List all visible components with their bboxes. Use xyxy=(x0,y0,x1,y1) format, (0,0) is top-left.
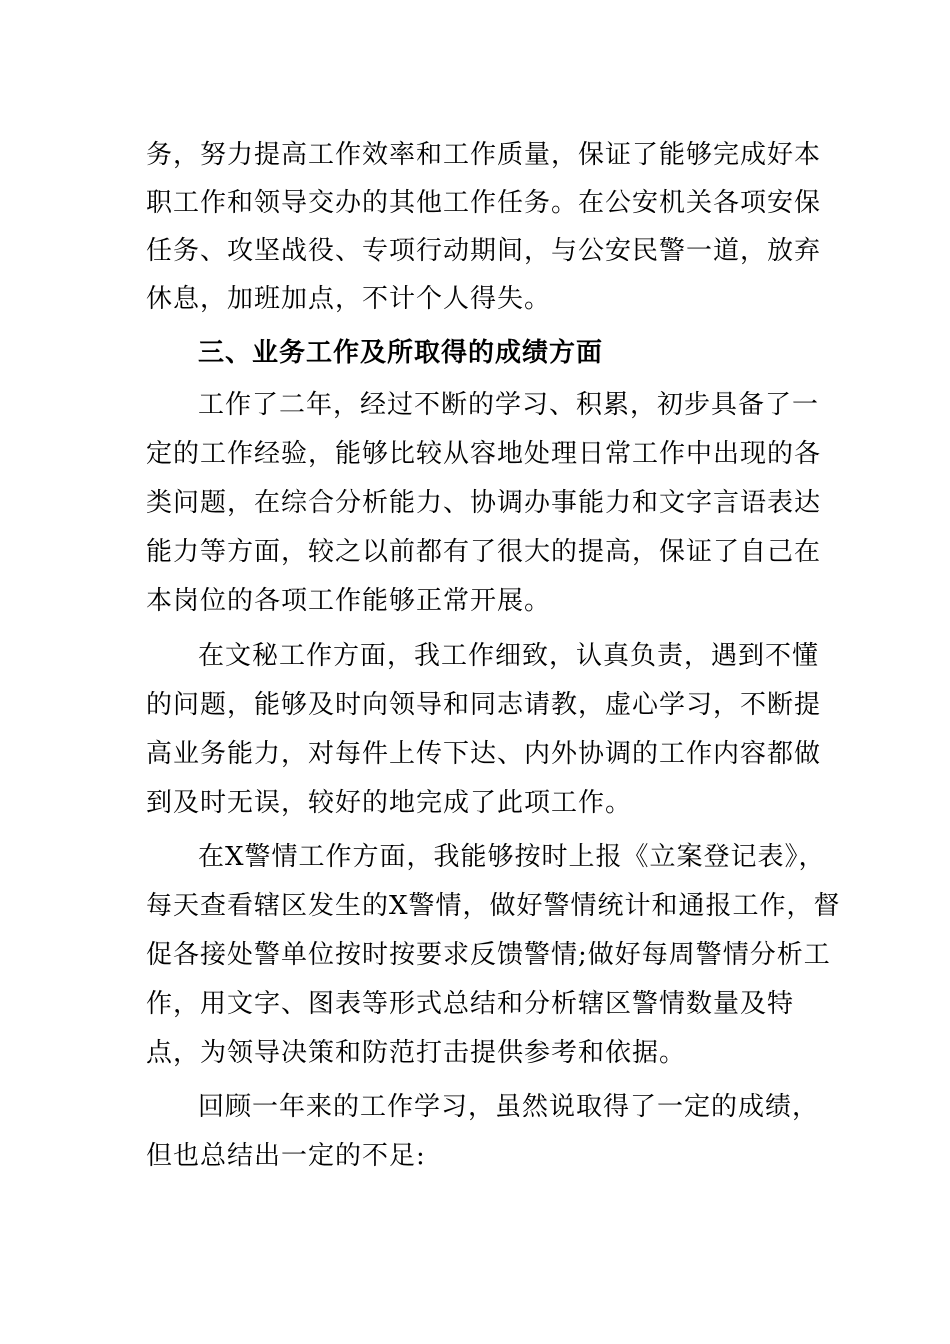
text-line: 任务、攻坚战役、专项行动期间，与公安民警一道，放弃 xyxy=(146,236,822,266)
text-line: 休息，加班加点，不计个人得失。 xyxy=(146,284,552,314)
text-line: 作，用文字、图表等形式总结和分析辖区警情数量及特 xyxy=(146,989,795,1019)
text-line: 类问题，在综合分析能力、协调办事能力和文字言语表达 xyxy=(146,488,822,518)
text-line: 的问题，能够及时向领导和同志请教，虚心学习，不断提 xyxy=(146,690,822,720)
text-line: 能力等方面，较之以前都有了很大的提高，保证了自己在 xyxy=(146,537,822,567)
text-line: 回顾一年来的工作学习，虽然说取得了一定的成绩， xyxy=(198,1092,820,1122)
text-line: 务，努力提高工作效率和工作质量，保证了能够完成好本 xyxy=(146,140,822,170)
text-line: 点，为领导决策和防范打击提供参考和依据。 xyxy=(146,1038,687,1068)
section-heading: 三、业务工作及所取得的成绩方面 xyxy=(198,338,604,368)
text-line: 在文秘工作方面，我工作细致，认真负责，遇到不懂 xyxy=(198,641,820,671)
text-line: 在X警情工作方面，我能够按时上报《立案登记表》， xyxy=(198,842,826,872)
text-line: 本岗位的各项工作能够正常开展。 xyxy=(146,586,552,616)
text-line: 职工作和领导交办的其他工作任务。在公安机关各项安保 xyxy=(146,188,822,218)
text-line: 每天查看辖区发生的X警情，做好警情统计和通报工作，督 xyxy=(146,891,841,921)
text-line: 工作了二年，经过不断的学习、积累，初步具备了一 xyxy=(198,390,820,420)
text-line: 促各接处警单位按时按要求反馈警情;做好每周警情分析工 xyxy=(146,940,831,970)
text-line: 到及时无误，较好的地完成了此项工作。 xyxy=(146,788,633,818)
text-line: 但也总结出一定的不足: xyxy=(146,1141,426,1171)
text-line: 高业务能力，对每件上传下达、内外协调的工作内容都做 xyxy=(146,739,822,769)
text-line: 定的工作经验，能够比较从容地处理日常工作中出现的各 xyxy=(146,439,822,469)
